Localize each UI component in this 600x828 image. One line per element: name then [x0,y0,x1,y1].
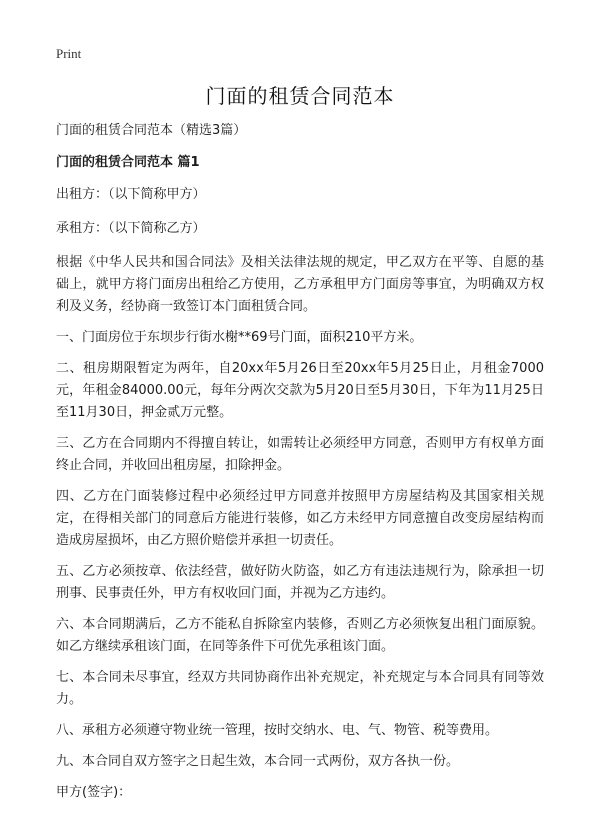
lessee-line: 承租方：（以下简称乙方） [56,221,206,236]
contract-clause-6: 六、本合同期满后，乙方不能私自拆除室内装修，否则乙方必须恢复出租门面原貌。如乙方继续承租该门面，在同等条件下可优先承租该门面。 [56,617,544,654]
section-heading: 门面的租赁合同范本 篇1 [56,155,200,170]
contract-clause-8: 八、承租方必须遵守物业统一管理，按时交纳水、电、气、物管、税等费用。 [56,723,499,738]
document-subtitle: 门面的租赁合同范本（精选3篇） [56,123,247,138]
contract-clause-9: 九、本合同自双方签字之日起生效，本合同一式两份，双方各执一份。 [56,754,460,769]
signature-party-a: 甲方(签字)： [56,785,132,800]
contract-clause-2: 二、租房期限暂定为两年，自20xx年5月26日至20xx年5月25日止，月租金7000元，年租金84000.00元，每年分两次交款为5月20日至5月30日，下年为11月25日至11月30日，押金贰万元整。 [56,361,544,420]
print-link[interactable]: Print [56,46,82,61]
lessor-line: 出租方：（以下简称甲方） [56,187,206,202]
document-title: 门面的租赁合同范本 [205,84,395,108]
contract-clause-7: 七、本合同未尽事宜，经双方共同协商作出补充规定，补充规定与本合同具有同等效力。 [56,670,544,707]
document-body [56,120,544,813]
contract-clause-1: 一、门面房位于东坝步行街水榭**69号门面，面积210平方米。 [56,330,423,345]
contract-clause-5: 五、乙方必须按章、依法经营，做好防火防盗，如乙方有违法违规行为，除承担一切刑事、民事责任外，甲方有权收回门面，并视为乙方违约。 [56,564,544,601]
contract-clause-3: 三、乙方在合同期内不得擅自转让，如需转让必须经甲方同意，否则甲方有权单方面终止合同，并收回出租房屋，扣除押金。 [56,436,544,473]
contract-paragraph-intro: 根据《中华人民共和国合同法》及相关法律法规的规定，甲乙双方在平等、自愿的基础上，就甲方将门面房出租给乙方使用，乙方承租甲方门面房等事宜，为明确双方权利及义务，经协商一致签订本门面租赁合同。 [56,255,544,314]
contract-clause-4: 四、乙方在门面装修过程中必须经过甲方同意并按照甲方房屋结构及其国家相关规定，在得相关部门的同意后方能进行装修，如乙方未经甲方同意擅自改变房屋结构而造成房屋损坏，由乙方照价赔偿并承担一切责任。 [56,489,544,548]
